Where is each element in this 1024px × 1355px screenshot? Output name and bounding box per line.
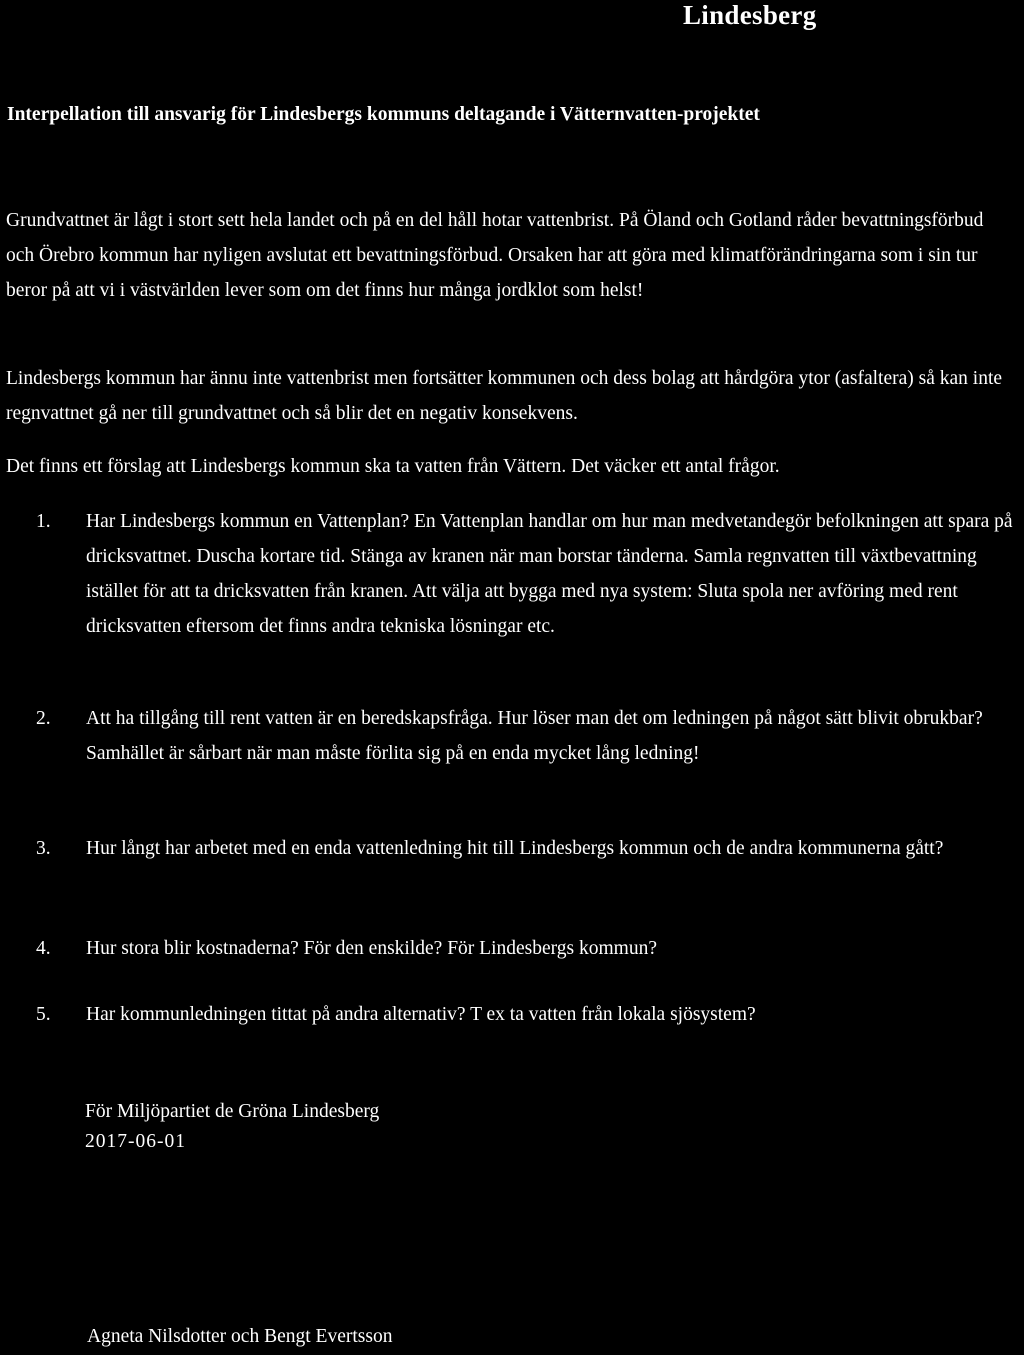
question-text: Att ha tillgång till rent vatten är en beredskapsfråga. Hur löser man det om ledningen på något sätt blivit obrukbar? Samhället är sårbart när man måste förlita sig på en enda mycket lång ledning! — [86, 708, 983, 764]
document-title: Interpellation till ansvarig för Lindesbergs kommuns deltagande i Vätternvatten-projektet — [7, 104, 760, 125]
question-number: 5. — [36, 1004, 51, 1025]
question-number: 1. — [36, 511, 51, 532]
paragraph-proposal: Det finns ett förslag att Lindesbergs kommun ska ta vatten från Vättern. Det väcker ett antal frågor. — [6, 456, 780, 477]
signature-authors: Agneta Nilsdotter och Bengt Evertsson — [87, 1326, 393, 1347]
signature-date: 2017-06-01 — [85, 1131, 186, 1152]
paragraph-paving: Lindesbergs kommun har ännu inte vattenbrist men fortsätter kommunen och dess bolag att hårdgöra ytor (asfaltera) så kan inte regnvattnet gå ner till grundvattnet och så blir det en negativ konsekvens. — [6, 368, 1003, 424]
paragraph-intro: Grundvattnet är lågt i stort sett hela landet och på en del håll hotar vattenbrist. På Öland och Gotland råder bevattningsförbud och Örebro kommun har nyligen avslutat ett bevattningsförbud. Orsaken har att göra med klimatförändringarna som i sin tur beror på att vi i västvärlden lever som om det finns hur många jordklot som helst! — [6, 210, 984, 301]
question-text: Har kommunledningen tittat på andra alternativ? T ex ta vatten från lokala sjösystem? — [86, 1004, 756, 1025]
question-text: Hur stora blir kostnaderna? För den enskilde? För Lindesbergs kommun? — [86, 938, 657, 959]
question-text: Hur långt har arbetet med en enda vattenledning hit till Lindesbergs kommun och de andra kommunerna gått? — [86, 838, 944, 859]
document-heading: Lindesberg — [683, 0, 817, 30]
question-number: 4. — [36, 938, 51, 959]
question-text: Har Lindesbergs kommun en Vattenplan? En Vattenplan handlar om hur man medvetandegör befolkningen att spara på dricksvattnet. Duscha kortare tid. Stänga av kranen när man borstar tänderna. Samla regnvatten till växtbevattning istället för att ta dricksvatten från kranen. Att välja att bygga med nya system: Sluta spola ner avföring med rent dricksvatten eftersom det finns andra tekniska lösningar etc. — [86, 511, 1013, 637]
question-number: 3. — [36, 838, 51, 859]
signature-party: För Miljöpartiet de Gröna Lindesberg — [85, 1101, 380, 1122]
question-number: 2. — [36, 708, 51, 729]
